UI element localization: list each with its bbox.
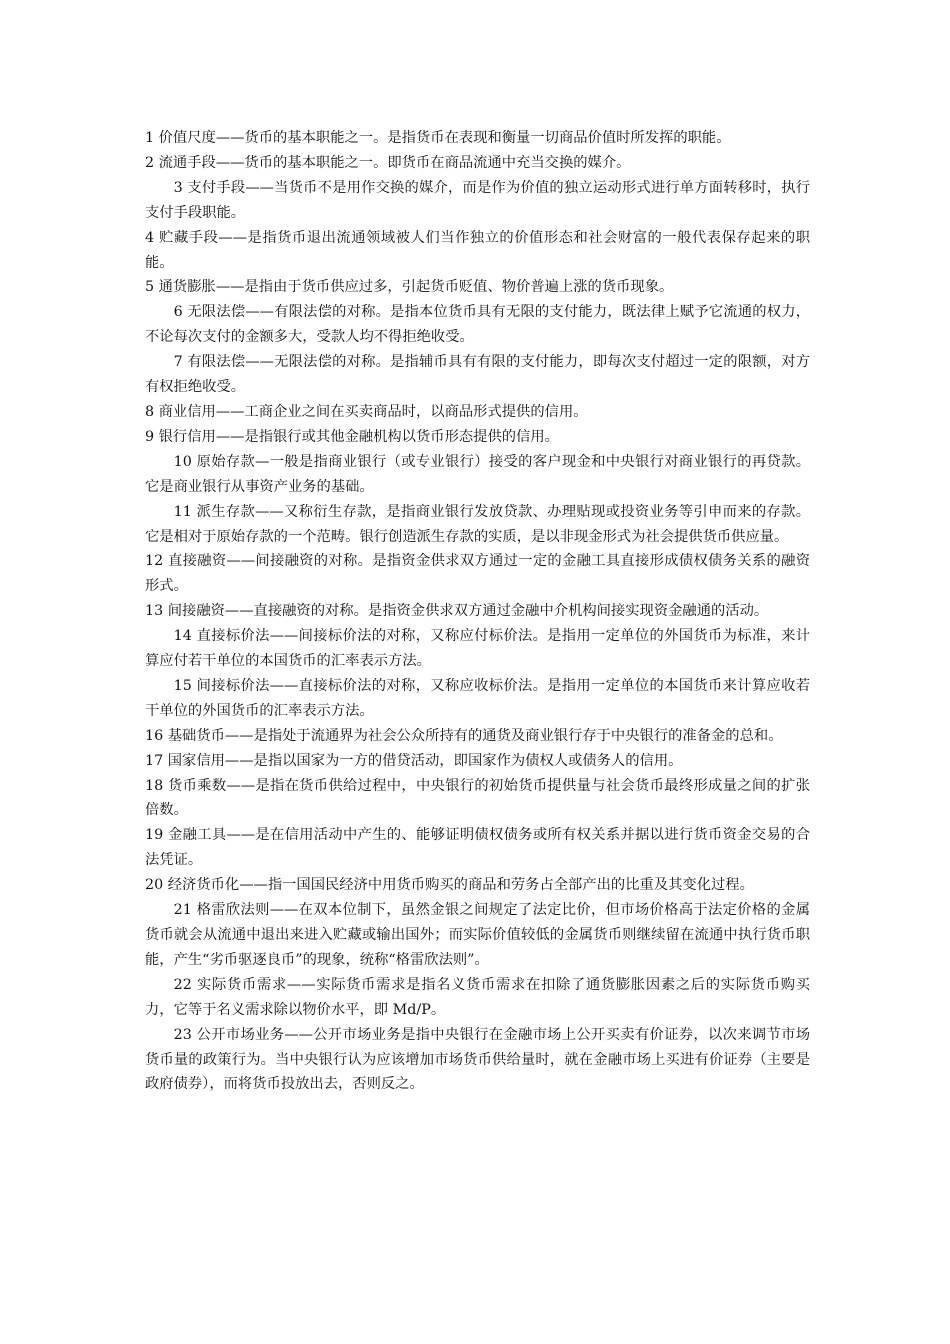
paragraph-12: 12 直接融资——间接融资的对称。是指资金供求双方通过一定的金融工具直接形成债权债务关系的融资形式。 <box>145 553 810 595</box>
paragraph-8: 8 商业信用——工商企业之间在买卖商品时，以商品形式提供的信用。 <box>145 403 588 420</box>
paragraph-10: 10 原始存款—一般是指商业银行（或专业银行）接受的客户现金和中央银行对商业银行的再贷款。它是商业银行从事资产业务的基础。 <box>145 453 810 495</box>
paragraph-21: 21 格雷欣法则——在双本位制下，虽然金银之间规定了法定比价，但市场价格高于法定价格的金属货币就会从流通中退出来进入贮藏或输出国外；而实际价值较低的金属货币则继续留在流通中执行货币职能，产生“劣币驱逐良币”的现象，统称“格雷欣法则”。 <box>145 902 810 968</box>
paragraph-18: 18 货币乘数——是指在货币供给过程中，中央银行的初始货币提供量与社会货币最终形成量之间的扩张倍数。 <box>145 777 810 819</box>
paragraph-1: 1 价值尺度——货币的基本职能之一。是指货币在表现和衡量一切商品价值时所发挥的职能。 <box>145 130 731 146</box>
paragraph-15: 15 间接标价法——直接标价法的对称，又称应收标价法。是指用一定单位的本国货币来计算应收若干单位的外国货币的汇率表示方法。 <box>145 677 810 719</box>
paragraph-5: 5 通货膨胀——是指由于货币供应过多，引起货币贬值、物价普遍上涨的货币现象。 <box>145 279 674 296</box>
paragraph-20: 20 经济货币化——指一国国民经济中用货币购买的商品和劳务占全部产出的比重及其变化过程。 <box>145 877 754 894</box>
paragraph-9: 9 银行信用——是指银行或其他金融机构以货币形态提供的信用。 <box>145 428 559 445</box>
paragraph-2: 2 流通手段——货币的基本职能之一。即货币在商品流通中充当交换的媒介。 <box>145 154 631 171</box>
paragraph-6: 6 无限法偿——有限法偿的对称。是指本位货币具有无限的支付能力，既法律上赋予它流通的权力，不论每次支付的金额多大，受款人均不得拒绝收受。 <box>145 304 810 346</box>
paragraph-14: 14 直接标价法——间接标价法的对称，又称应付标价法。是指用一定单位的外国货币为标准，来计算应付若干单位的本国货币的汇率表示方法。 <box>145 628 810 670</box>
paragraph-23: 23 公开市场业务——公开市场业务是指中央银行在金融市场上公开买卖有价证券，以次来调节市场货币量的政策行为。当中央银行认为应该增加市场货币供给量时，就在金融市场上买进有价证券（主要是政府债券），而将货币投放出去，否则反之。 <box>145 1026 810 1093</box>
paragraph-13: 13 间接融资——直接融资的对称。是指资金供求双方通过金融中介机构间接实现资金融通的活动。 <box>145 603 769 620</box>
paragraph-17: 17 国家信用——是指以国家为一方的借贷活动，即国家作为债权人或债务人的信用。 <box>145 752 683 769</box>
paragraph-4: 4 贮藏手段——是指货币退出流通领域被人们当作独立的价值形态和社会财富的一般代表保存起来的职能。 <box>145 229 810 271</box>
paragraph-19: 19 金融工具——是在信用活动中产生的、能够证明债权债务或所有权关系并据以进行货币资金交易的合法凭证。 <box>145 827 810 869</box>
paragraph-16: 16 基础货币——是指处于流通界为社会公众所持有的通货及商业银行存于中央银行的准备金的总和。 <box>145 727 783 744</box>
paragraph-22: 22 实际货币需求——实际货币需求是指名义货币需求在扣除了通货膨胀因素之后的实际货币购买力，它等于名义需求除以物价水平，即 Md/P。 <box>145 976 810 1018</box>
paragraph-7: 7 有限法偿——无限法偿的对称。是指辅币具有有限的支付能力，即每次支付超过一定的限额，对方有权拒绝收受。 <box>145 354 810 396</box>
document-body <box>145 126 810 1097</box>
paragraph-3: 3 支付手段——当货币不是用作交换的媒介，而是作为价值的独立运动形式进行单方面转移时，执行支付手段职能。 <box>145 179 810 221</box>
paragraph-11: 11 派生存款——又称衍生存款，是指商业银行发放贷款、办理贴现或投资业务等引申而来的存款。它是相对于原始存款的一个范畴。银行创造派生存款的实质，是以非现金形式为社会提供货币供应量。 <box>145 503 810 545</box>
